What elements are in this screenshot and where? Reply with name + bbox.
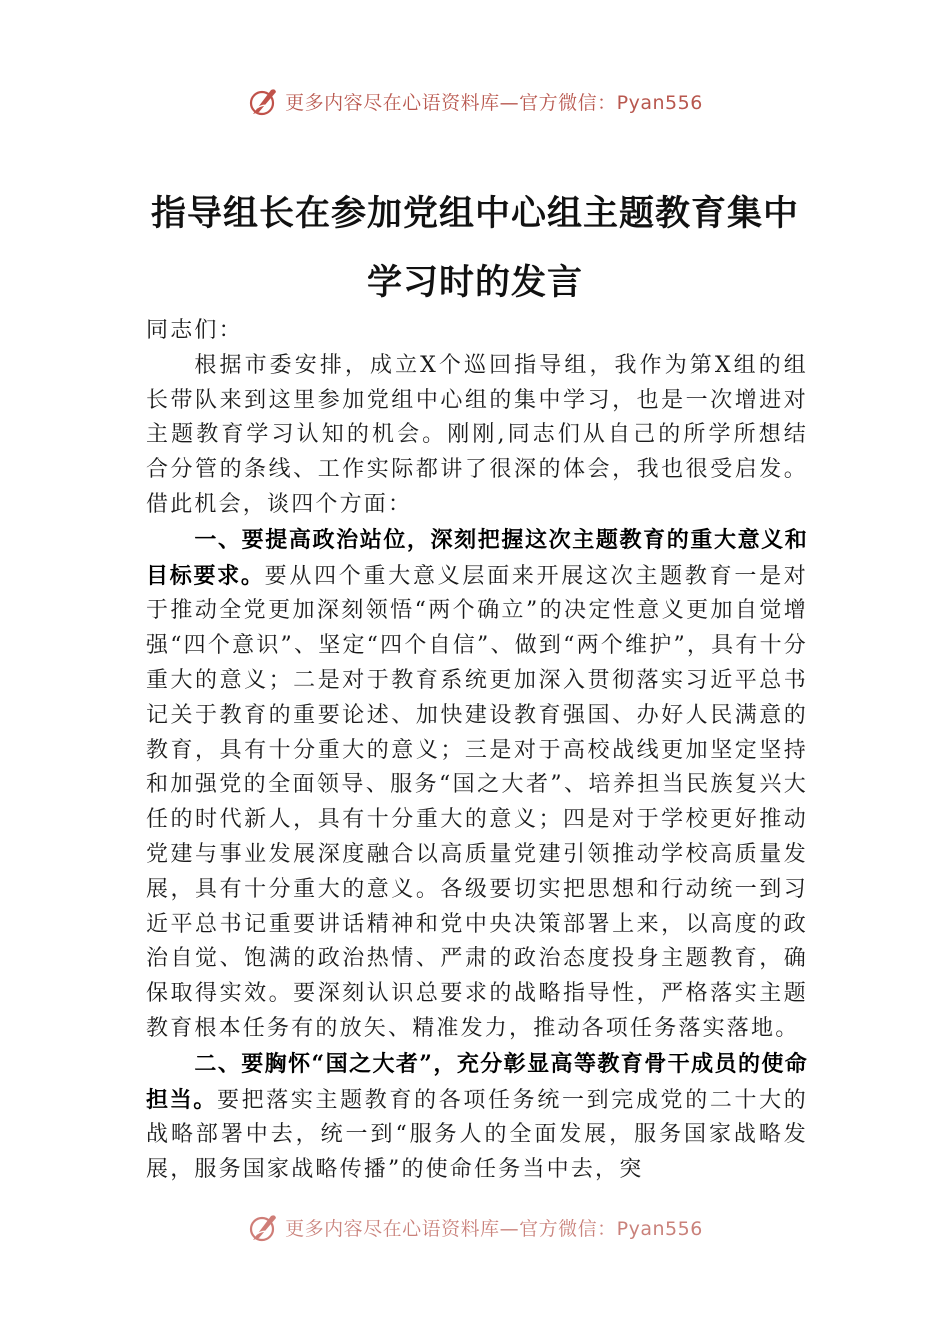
section-2-paragraph [146, 1047, 808, 1188]
document-title-line1: 指导组长在参加党组中心组主题教育集中 [150, 193, 799, 234]
section-1-body: 要从四个重大意义层面来开展这次主题教育一是对于推动全党更加深刻领悟“两个确立”的决定性意义更加自觉增强“四个意识”、坚定“四个自信”、做到“两个维护”，具有十分重大的意义；二是对于教育系统更加深入贯彻落实习近平总书记关于教育的重要论述、加快建设教育强国、办好人民满意的教育，具有十分重大的意义；三是对于高校战线更加坚定坚持和加强党的全面领导、服务“国之大者”、培养担当民族复兴大任的时代新人，具有十分重大的意义；四是对于学校更好推动党建与事业发展深度融合以高质量党建引领推动学校高质量发展，具有十分重大的意义。各级要切实把思想和行动统一到习近平总书记重要讲话精神和党中央决策部署上来，以高度的政治自觉、饱满的政治热情、严肃的政治态度投身主题教育，确保取得实效。要深刻认识总要求的战略指导性，严格落实主题教育根本任务有的放矢、精准发力，推动各项任务落实落地。 [146, 563, 808, 1041]
section-1-paragraph [146, 523, 808, 1047]
section-1-heading: 一、要提高政治站位，深刻把握这次主题教育的重大意义和目标要求。 [146, 526, 808, 589]
section-2-body: 要把落实主题教育的各项任务统一到完成党的二十大的战略部署中去，统一到“服务人的全面发展，服务国家战略发展，服务国家战略传播”的使命任务当中去，突 [146, 1087, 808, 1183]
quill-logo-icon [247, 1210, 281, 1244]
watermark-text: 更多内容尽在心语资料库—官方微信：Pyan556 [285, 1217, 703, 1240]
section-2-heading: 二、要胸怀“国之大者”，充分彰显高等教育骨干成员的使命担当。 [146, 1050, 808, 1113]
document-title-line2: 学习时的发言 [366, 262, 583, 303]
salutation: 同志们： [146, 318, 243, 343]
document-body [146, 314, 808, 1188]
watermark-banner-top [0, 84, 950, 118]
watermark-banner-bottom [0, 1210, 950, 1244]
quill-logo-icon [247, 84, 281, 118]
intro-paragraph: 根据市委安排，成立X个巡回指导组，我作为第X组的组长带队来到这里参加党组中心组的集中学习，也是一次增进对主题教育学习认知的机会。刚刚,同志们从自己的所学所想结合分管的条线、工作实际都讲了很深的体会，我也很受启发。借此机会，谈四个方面： [146, 352, 808, 517]
watermark-text: 更多内容尽在心语资料库—官方微信：Pyan556 [285, 91, 703, 114]
